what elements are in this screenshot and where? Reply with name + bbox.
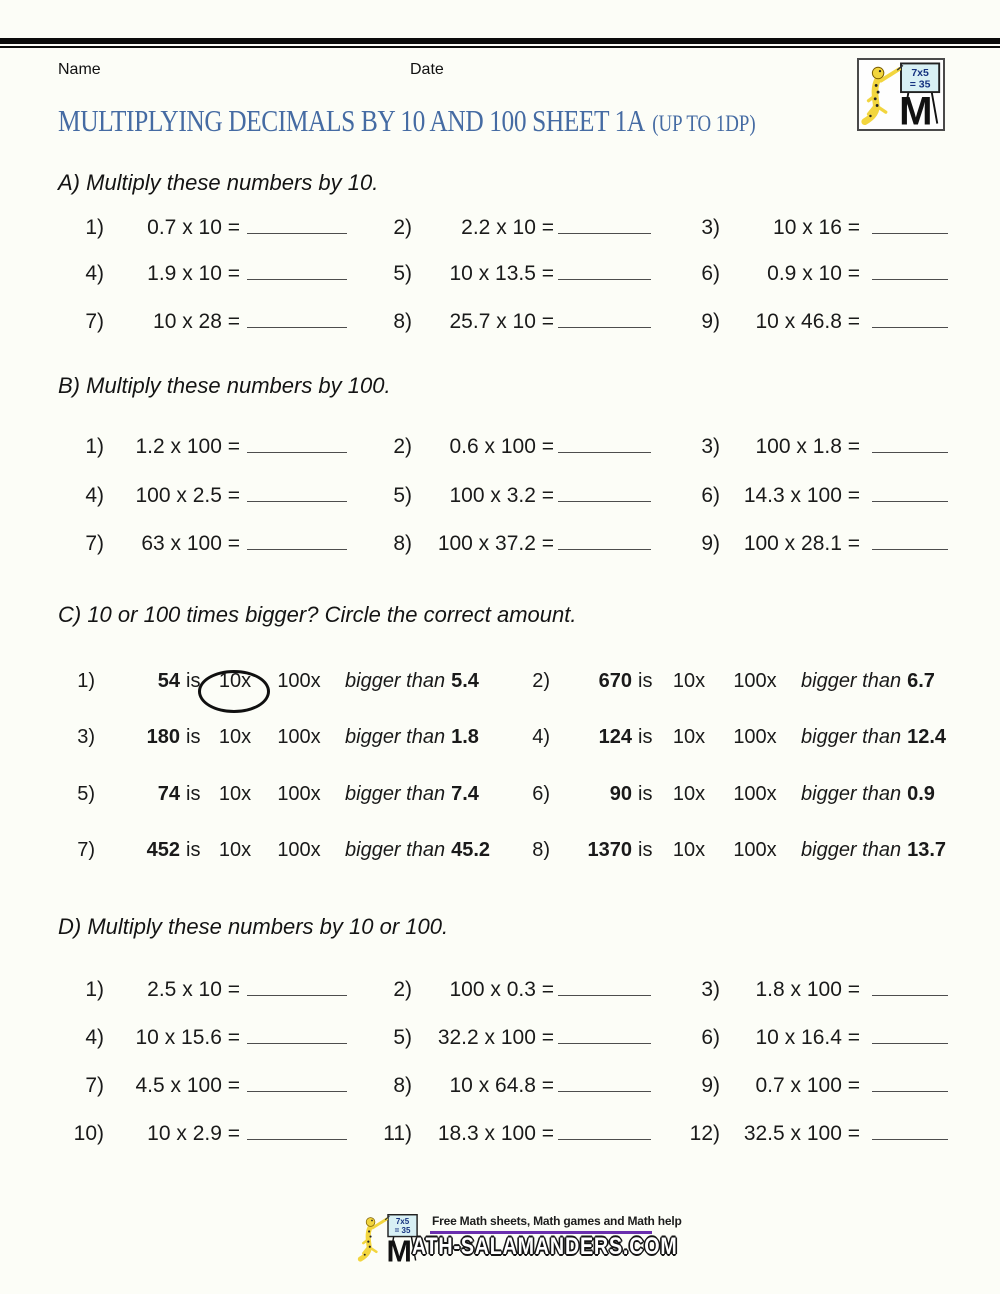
value-number: 90 [609, 783, 632, 805]
answer-blank[interactable] [872, 1074, 948, 1092]
question-number: 4) [85, 1026, 104, 1049]
value-number: 124 [598, 726, 632, 748]
phrase-text: bigger than [801, 783, 902, 805]
logo-board-equation: 7x5 [395, 1217, 410, 1227]
question-number: 1) [77, 670, 95, 692]
section-c-heading: C) 10 or 100 times bigger? Circle the correct amount. [58, 602, 577, 627]
answer-blank[interactable] [247, 262, 347, 280]
question-number: 2) [393, 978, 412, 1001]
question-number: 8) [532, 839, 550, 861]
target-number: 1.8 [451, 726, 479, 748]
option-100x[interactable]: 100x [277, 670, 321, 692]
question-number: 8) [393, 310, 412, 333]
option-100x[interactable]: 100x [733, 839, 777, 861]
is-word: is [186, 783, 201, 805]
question-number: 7) [85, 1074, 104, 1097]
section-a-row [0, 310, 1000, 356]
value-number: 452 [146, 839, 180, 861]
question-number: 5) [77, 783, 95, 805]
question-expression: 0.6 x 100 = [449, 435, 554, 458]
question-number: 11) [383, 1122, 412, 1145]
question-expression: 14.3 x 100 = [743, 484, 860, 507]
question-number: 10) [73, 1122, 104, 1145]
comparison-phrase [345, 726, 479, 749]
question-expression: 32.2 x 100 = [437, 1026, 554, 1049]
is-word: is [186, 839, 201, 861]
section-d-row [0, 1074, 1000, 1120]
is-word: is [638, 670, 653, 692]
section-a-heading: A) Multiply these numbers by 10. [58, 170, 379, 195]
option-10x[interactable]: 10x [672, 670, 706, 692]
value-number: 54 [157, 670, 180, 692]
footer-tagline: Free Math sheets, Math games and Math help [432, 1214, 682, 1228]
question-number: 5) [393, 1026, 412, 1049]
answer-blank[interactable] [247, 484, 347, 502]
option-10x[interactable]: 10x [218, 783, 252, 805]
logo-board-answer: = 35 [909, 78, 931, 91]
option-100x[interactable]: 100x [277, 783, 321, 805]
question-expression: 4.5 x 100 = [135, 1074, 240, 1097]
question-expression: 25.7 x 10 = [449, 310, 554, 333]
question-expression: 100 x 1.8 = [755, 435, 860, 458]
question-number: 4) [532, 726, 550, 748]
page-title-suffix: (UP TO 1DP) [652, 111, 756, 136]
section-d-row [0, 1122, 1000, 1168]
question-expression: 63 x 100 = [141, 532, 240, 555]
question-number: 6) [701, 262, 720, 285]
answer-blank[interactable] [558, 262, 651, 280]
answer-blank[interactable] [872, 262, 948, 280]
page-title-main: MULTIPLYING DECIMALS BY 10 AND 100 SHEET 1A [58, 103, 645, 138]
question-expression: 10 x 16.4 = [755, 1026, 860, 1049]
answer-blank[interactable] [558, 435, 651, 453]
answer-blank[interactable] [247, 1074, 347, 1092]
logo-board-equation: 7x5 [911, 66, 929, 79]
answer-blank[interactable] [872, 1122, 948, 1140]
option-100x[interactable]: 100x [733, 783, 777, 805]
question-expression: 0.9 x 10 = [767, 262, 860, 285]
answer-blank[interactable] [247, 435, 347, 453]
target-number: 7.4 [451, 783, 479, 805]
salamander-logo-icon [859, 60, 943, 128]
question-expression: 10 x 15.6 = [135, 1026, 240, 1049]
option-10x[interactable]: 10x [218, 839, 252, 861]
answer-blank[interactable] [247, 216, 347, 234]
question-number: 2) [532, 670, 550, 692]
comparison-phrase [345, 839, 490, 862]
option-10x[interactable]: 10x [672, 726, 706, 748]
question-number: 5) [393, 262, 412, 285]
answer-blank[interactable] [247, 310, 347, 328]
section-c-row [0, 726, 1000, 772]
question-number: 3) [77, 726, 95, 748]
comparison-phrase [345, 670, 479, 693]
question-number: 3) [701, 435, 720, 458]
question-number: 5) [393, 484, 412, 507]
logo-board-answer: = 35 [394, 1225, 411, 1235]
target-number: 12.4 [907, 726, 947, 748]
question-expression: 10 x 28 = [153, 310, 240, 333]
section-b-row [0, 435, 1000, 481]
footer-logo [356, 1209, 420, 1267]
footer-site-name[interactable]: ATH-SALAMANDERS.COM [412, 1233, 678, 1260]
logo-m-letter: M [899, 89, 933, 128]
logo-m-letter: M [386, 1234, 412, 1267]
question-number: 9) [701, 310, 720, 333]
answer-blank[interactable] [872, 216, 948, 234]
answer-blank[interactable] [558, 1074, 651, 1092]
option-10x[interactable]: 10x [672, 839, 706, 861]
question-expression: 100 x 28.1 = [743, 532, 860, 555]
option-100x[interactable]: 100x [277, 839, 321, 861]
option-100x[interactable]: 100x [733, 670, 777, 692]
question-number: 8) [393, 1074, 412, 1097]
question-number: 4) [85, 262, 104, 285]
phrase-text: bigger than [801, 670, 902, 692]
phrase-text: bigger than [345, 670, 446, 692]
question-expression: 100 x 37.2 = [437, 532, 554, 555]
answer-blank[interactable] [247, 532, 347, 550]
question-expression: 1.9 x 10 = [147, 262, 240, 285]
answer-blank[interactable] [558, 532, 651, 550]
question-expression: 1.8 x 100 = [755, 978, 860, 1001]
question-expression: 10 x 46.8 = [755, 310, 860, 333]
value-number: 1370 [587, 839, 632, 861]
phrase-text: bigger than [801, 726, 902, 748]
question-number: 6) [532, 783, 550, 805]
answer-blank[interactable] [247, 1122, 347, 1140]
section-d-heading: D) Multiply these numbers by 10 or 100. [58, 914, 449, 939]
answer-blank[interactable] [247, 978, 347, 996]
value-number: 670 [598, 670, 632, 692]
comparison-phrase [801, 670, 935, 693]
question-number: 12) [689, 1122, 720, 1145]
is-word: is [638, 726, 653, 748]
phrase-text: bigger than [345, 726, 446, 748]
comparison-phrase [801, 839, 946, 862]
math-salamanders-logo-box [857, 58, 945, 131]
question-number: 7) [85, 310, 104, 333]
question-number: 7) [85, 532, 104, 555]
question-expression: 2.5 x 10 = [147, 978, 240, 1001]
is-word: is [186, 670, 201, 692]
question-number: 6) [701, 1026, 720, 1049]
section-c-row [0, 670, 1000, 716]
question-expression: 10 x 64.8 = [449, 1074, 554, 1097]
question-number: 2) [393, 435, 412, 458]
question-number: 4) [85, 484, 104, 507]
section-b-row [0, 484, 1000, 530]
value-number: 180 [146, 726, 180, 748]
question-expression: 100 x 0.3 = [449, 978, 554, 1001]
question-number: 7) [77, 839, 95, 861]
section-a-row [0, 262, 1000, 308]
question-expression: 10 x 13.5 = [449, 262, 554, 285]
question-expression: 18.3 x 100 = [437, 1122, 554, 1145]
phrase-text: bigger than [345, 839, 446, 861]
page-title [58, 103, 756, 139]
answer-blank[interactable] [872, 435, 948, 453]
section-d-row [0, 1026, 1000, 1072]
name-field-label: Name [58, 61, 101, 78]
is-word: is [186, 726, 201, 748]
option-10x[interactable]: 10x [218, 726, 252, 748]
is-word: is [638, 783, 653, 805]
option-10x[interactable]: 10x [672, 783, 706, 805]
answer-blank[interactable] [872, 1026, 948, 1044]
top-rule-thick [0, 38, 1000, 44]
section-a-row [0, 216, 1000, 262]
answer-blank[interactable] [872, 978, 948, 996]
top-rule-thin [0, 46, 1000, 48]
question-expression: 10 x 2.9 = [147, 1122, 240, 1145]
question-expression: 100 x 2.5 = [135, 484, 240, 507]
answer-blank[interactable] [872, 310, 948, 328]
question-number: 9) [701, 1074, 720, 1097]
comparison-phrase [345, 783, 479, 806]
question-expression: 2.2 x 10 = [461, 216, 554, 239]
question-expression: 32.5 x 100 = [743, 1122, 860, 1145]
question-expression: 0.7 x 100 = [755, 1074, 860, 1097]
question-number: 6) [701, 484, 720, 507]
value-number: 74 [157, 783, 180, 805]
answer-blank[interactable] [558, 1122, 651, 1140]
question-number: 3) [701, 978, 720, 1001]
section-c-row [0, 839, 1000, 885]
question-number: 2) [393, 216, 412, 239]
question-number: 9) [701, 532, 720, 555]
target-number: 13.7 [907, 839, 947, 861]
question-number: 8) [393, 532, 412, 555]
question-expression: 1.2 x 100 = [135, 435, 240, 458]
option-100x[interactable]: 100x [277, 726, 321, 748]
salamander-logo-icon [356, 1209, 420, 1267]
comparison-phrase [801, 783, 935, 806]
section-d-row [0, 978, 1000, 1024]
answer-blank[interactable] [872, 532, 948, 550]
target-number: 6.7 [907, 670, 935, 692]
target-number: 5.4 [451, 670, 479, 692]
answer-blank[interactable] [872, 484, 948, 502]
question-expression: 100 x 3.2 = [449, 484, 554, 507]
question-expression: 10 x 16 = [773, 216, 860, 239]
target-number: 0.9 [907, 783, 935, 805]
option-100x[interactable]: 100x [733, 726, 777, 748]
question-number: 1) [85, 435, 104, 458]
answer-blank[interactable] [247, 1026, 347, 1044]
question-expression: 0.7 x 10 = [147, 216, 240, 239]
target-number: 45.2 [451, 839, 491, 861]
comparison-phrase [801, 726, 946, 749]
option-10x[interactable]: 10x [218, 670, 252, 692]
section-b-heading: B) Multiply these numbers by 100. [58, 373, 391, 398]
question-number: 1) [85, 216, 104, 239]
answer-blank[interactable] [558, 216, 651, 234]
section-c-row [0, 783, 1000, 829]
answer-blank[interactable] [558, 978, 651, 996]
is-word: is [638, 839, 653, 861]
answer-blank[interactable] [558, 1026, 651, 1044]
answer-blank[interactable] [558, 310, 651, 328]
question-number: 3) [701, 216, 720, 239]
phrase-text: bigger than [801, 839, 902, 861]
phrase-text: bigger than [345, 783, 446, 805]
answer-blank[interactable] [558, 484, 651, 502]
date-field-label: Date [410, 61, 444, 78]
section-b-row [0, 532, 1000, 578]
question-number: 1) [85, 978, 104, 1001]
